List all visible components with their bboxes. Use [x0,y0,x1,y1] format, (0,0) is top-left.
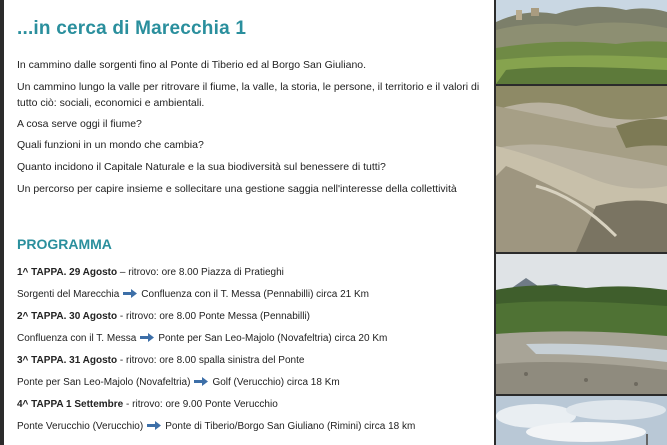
arrow-right-icon [123,289,137,298]
tappa-4-header [17,398,487,412]
sky-photo [496,396,667,445]
tappa-1-route [17,288,487,302]
tappa-2-to: Ponte per San Leo-Majolo (Novafeltria) circa 20 Km [158,333,388,344]
tappa-3-to: Golf (Verucchio) circa 18 Km [212,377,340,388]
tappa-1-header [17,266,487,280]
intro-line-4: Quali funzioni in un mondo che cambia? [17,139,204,151]
intro-line-3: A cosa serve oggi il fiume? [17,118,142,130]
tappa-2-meeting: - ritrovo: ore 8.00 Ponte Messa (Pennabilli) [117,311,310,322]
tappa-2-date: 2^ TAPPA. 30 Agosto [17,311,118,322]
page-title: ...in cerca di Marecchia 1 [17,18,247,39]
eroded-riverbank-photo [496,86,667,252]
tappa-3-header [17,354,487,368]
tappa-1-meeting: – ritrovo: ore 8.00 Piazza di Pratieghi [117,267,284,278]
intro-line-6: Un percorso per capire insieme e sollecitare una gestione saggia nell'interesse della collettività [17,183,457,195]
tappa-1-from: Sorgenti del Marecchia [17,289,120,300]
flyer-page [4,0,494,445]
intro-line-2: Un cammino lungo la valle per ritrovare il fiume, la valle, la storia, le persone, il territorio e il valori di tutto ciò: sociali, economici e ambientali. [17,81,480,109]
tappa-1-to: Confluenza con il T. Messa (Pennabilli) circa 21 Km [141,289,369,300]
river-gravel-bed-photo [496,254,667,394]
tappa-3-meeting: - ritrovo: ore 8.00 spalla sinistra del Ponte [117,355,305,366]
tappa-2-route [17,332,487,346]
programma-heading: PROGRAMMA [17,236,112,252]
arrow-right-icon [147,421,161,430]
arrow-right-icon [194,377,208,386]
tappa-4-from: Ponte Verucchio (Verucchio) [17,421,144,432]
arrow-right-icon [140,333,154,342]
tappa-3-from: Ponte per San Leo-Majolo (Novafeltria) [17,377,191,388]
tappa-2-from: Confluenza con il T. Messa [17,333,137,344]
tappa-4-date: 4^ TAPPA 1 Settembre [17,399,124,410]
tappa-1-date: 1^ TAPPA. 29 Agosto [17,267,118,278]
tappa-4-route [17,420,487,434]
tappa-4-meeting: - ritrovo: ore 9.00 Ponte Verucchio [123,399,278,410]
hill-village-photo [496,0,667,84]
tappa-3-route [17,376,487,390]
intro-line-1: In cammino dalle sorgenti fino al Ponte di Tiberio ed al Borgo San Giuliano. [17,59,367,71]
tappa-2-header [17,310,487,324]
intro-line-5: Quanto incidono il Capitale Naturale e la sua biodiversità sul benessere di tutti? [17,161,386,173]
tappa-3-date: 3^ TAPPA. 31 Agosto [17,355,118,366]
tappa-4-to: Ponte di Tiberio/Borgo San Giuliano (Rimini) circa 18 km [165,421,416,432]
